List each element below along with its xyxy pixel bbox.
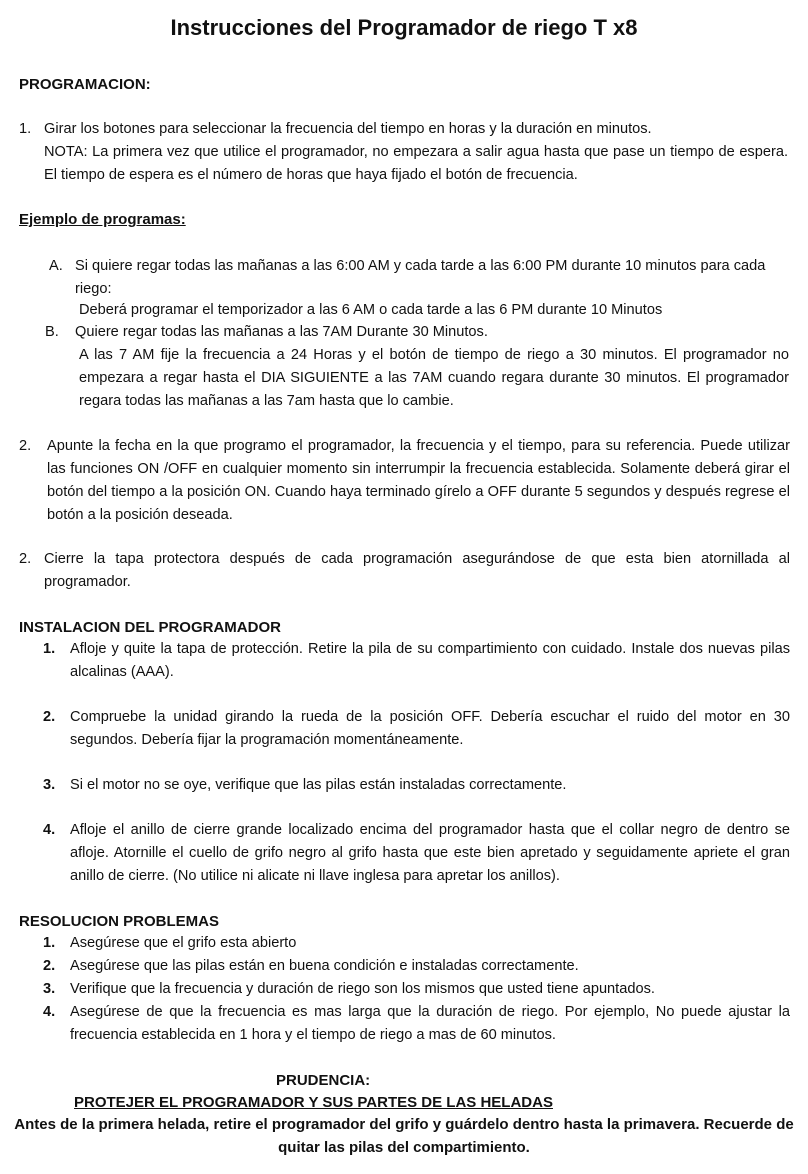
caution-subheading: PROTEJER EL PROGRAMADOR Y SUS PARTES DE LAS HELADAS (74, 1094, 553, 1111)
troubleshooting-marker: 3. (43, 981, 56, 997)
caution-heading: PRUDENCIA: (276, 1072, 371, 1089)
troubleshooting-heading: RESOLUCION PROBLEMAS (19, 913, 220, 930)
troubleshooting-text: Asegúrese de que la frecuencia es mas larga que la duración de riego. Por ejemplo, No puede ajustar la frecuencia establecida en 1 hora y el tiempo de riego a mas de 60 minutos. (70, 1004, 790, 1043)
installation-marker: 2. (43, 709, 56, 725)
programming-heading: PROGRAMACION: (19, 76, 151, 93)
document-title: Instrucciones del Programador de riego T x8 (170, 15, 638, 40)
step-2-text: Apunte la fecha en la que programo el programador, la frecuencia y el tiempo, para su referencia. Puede utilizar las funciones ON /OFF en cualquier momento sin interrumpir la frecuencia establecida. Solamente deberá girar el botón del tiempo a la posición ON. Cuando haya terminado gírelo a OFF durante 5 segundos y después regrese el botón a la posición deseada. (47, 438, 790, 523)
installation-heading: INSTALACION DEL PROGRAMADOR (19, 619, 281, 636)
installation-marker: 1. (43, 641, 56, 657)
example-a-detail: Deberá programar el temporizador a las 6 AM o cada tarde a las 6 PM durante 10 Minutos (79, 302, 663, 318)
example-b-marker: B. (45, 324, 59, 340)
example-b-text: Quiere regar todas las mañanas a las 7AM Durante 30 Minutos. (75, 324, 488, 340)
installation-text: Afloje y quite la tapa de protección. Retire la pila de su compartimiento con cuidado. Instale dos nuevas pilas alcalinas (AAA). (70, 641, 790, 680)
step-3-text: Cierre la tapa protectora después de cada programación asegurándose de que esta bien atornillada al programador. (44, 551, 790, 590)
step-1-text: Girar los botones para seleccionar la frecuencia del tiempo en horas y la duración en minutos. (44, 121, 652, 137)
step-3-marker: 2. (19, 551, 32, 567)
troubleshooting-marker: 1. (43, 935, 56, 951)
examples-heading: Ejemplo de programas: (19, 211, 186, 228)
troubleshooting-text: Asegúrese que el grifo esta abierto (70, 935, 297, 951)
step-2-marker: 2. (19, 438, 32, 454)
installation-marker: 4. (43, 822, 56, 838)
caution-text: Antes de la primera helada, retire el programador del grifo y guárdelo dentro hasta la primavera. Recuerde de quitar las pilas del compartimiento. (14, 1116, 794, 1156)
step-1-marker: 1. (19, 121, 32, 137)
troubleshooting-marker: 4. (43, 1004, 56, 1020)
troubleshooting-text: Asegúrese que las pilas están en buena condición e instaladas correctamente. (70, 958, 579, 974)
troubleshooting-text: Verifique que la frecuencia y duración de riego son los mismos que usted tiene apuntados. (70, 981, 655, 997)
installation-text: Afloje el anillo de cierre grande localizado encima del programador hasta que el collar negro de dentro se afloje. Atornille el cuello de grifo negro al grifo hasta que este bien apretado y seguidamente apriete el gran anillo de cierre. (No utilice ni alicate ni llave inglesa para apretar los anillos). (70, 822, 790, 884)
example-a-marker: A. (49, 258, 63, 274)
installation-text: Compruebe la unidad girando la rueda de la posición OFF. Debería escuchar el ruido del motor en 30 segundos. Debería fijar la programación momentáneamente. (70, 709, 790, 748)
example-b-detail: A las 7 AM fije la frecuencia a 24 Horas y el botón de tiempo de riego a 30 minutos. El programador no empezara a regar hasta el DIA SIGUIENTE a las 7AM cuando regara durante 30 minutos. El programador regara todas las mañanas a las 7am hasta que lo cambie. (79, 347, 789, 409)
troubleshooting-marker: 2. (43, 958, 56, 974)
step-1-note: NOTA: La primera vez que utilice el programador, no empezara a salir agua hasta que pase un tiempo de espera. El tiempo de espera es el número de horas que haya fijado el botón de frecuencia. (44, 144, 788, 183)
installation-marker: 3. (43, 777, 56, 793)
installation-text: Si el motor no se oye, verifique que las pilas están instaladas correctamente. (70, 777, 567, 793)
example-a-text: Si quiere regar todas las mañanas a las 6:00 AM y cada tarde a las 6:00 PM durante 10 minutos para cada riego: (75, 258, 766, 297)
